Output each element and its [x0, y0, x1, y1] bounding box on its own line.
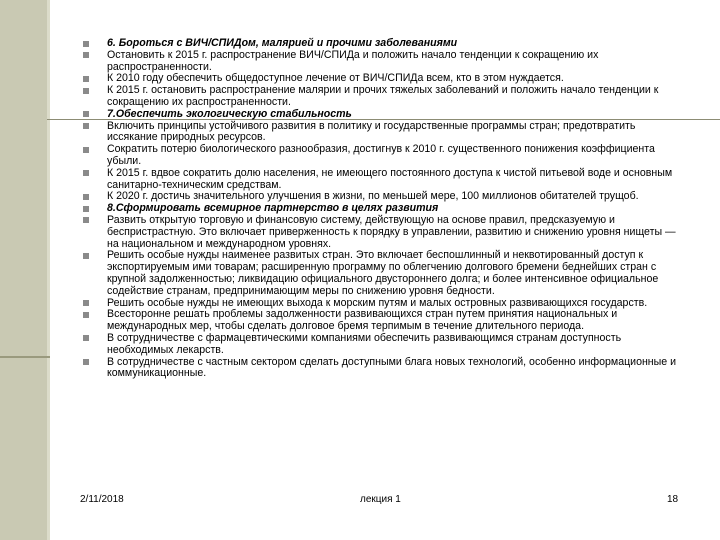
square-bullet-icon — [83, 147, 89, 153]
list-item — [82, 50, 682, 74]
footer-date: 2/11/2018 — [80, 494, 124, 505]
list-item — [82, 121, 682, 145]
footer-page-number: 18 — [667, 494, 679, 505]
square-bullet-icon — [83, 335, 89, 341]
square-bullet-icon — [83, 194, 89, 200]
list-item-text: В сотрудничестве с фармацевтическими компаниями обеспечить развивающимся странам доступность необходимых лекарств. — [107, 331, 622, 356]
list-item-text: В сотрудничестве с частным сектором сделать доступными блага новых технологий, особенно информационные и коммуникационные. — [107, 355, 677, 380]
list-item — [82, 85, 682, 109]
list-item — [82, 333, 682, 357]
list-item-text: Всесторонне решать проблемы задолженности развивающихся стран путем принятия национальных и международных мер, чтобы сделать долговое бремя терпимым в течение длительного периода. — [107, 308, 618, 333]
square-bullet-icon — [83, 359, 89, 365]
list-item-text: К 2020 г. достичь значительного улучшения в жизни, по меньшей мере, 100 миллионов обитателей трущоб. — [107, 190, 639, 203]
list-item-text: Включить принципы устойчивого развития в политику и государственные программы стран; предотвратить иссякание природных ресурсов. — [107, 119, 636, 144]
left-bar-divider — [0, 356, 50, 358]
list-item-text: К 2015 г. остановить распространение малярии и прочих тяжелых заболеваний и положить начало тенденции к сокращению их распространенности. — [107, 84, 659, 108]
footer-lecture: лекция 1 — [360, 494, 401, 505]
list-item-text: Остановить к 2015 г. распространение ВИЧ/СПИДа и положить начало тенденции к сокращению их распространенности. — [107, 48, 599, 73]
square-bullet-icon — [83, 253, 89, 259]
square-bullet-icon — [83, 111, 89, 117]
square-bullet-icon — [83, 217, 89, 223]
square-bullet-icon — [83, 312, 89, 318]
list-item — [82, 168, 682, 192]
bullet-list — [82, 38, 682, 380]
left-bar-edge — [47, 0, 50, 540]
list-item-text: 6. Бороться с ВИЧ/СПИДом, малярией и прочими заболеваниями — [107, 37, 458, 49]
list-item-text: Развить открытую торговую и финансовую систему, действующую на основе правил, предсказуемую и беспристрастную. Это включает приверженность к порядку в управлении, развитию и снижению уровня нищеты — на национальном и международном уровнях. — [107, 213, 676, 250]
list-item-text: Сократить потерю биологического разнообразия, достигнув к 2010 г. существенного понижения коэффициента убыли. — [107, 143, 655, 167]
square-bullet-icon — [83, 52, 89, 58]
square-bullet-icon — [83, 76, 89, 82]
list-item-text: 7.Обеспечить экологическую стабильность — [107, 107, 352, 120]
list-item — [82, 144, 682, 168]
left-decorative-bar — [0, 0, 47, 540]
list-item-text: 8.Сформировать всемирное партнерство в целях развития — [107, 202, 439, 215]
list-item — [82, 309, 682, 333]
square-bullet-icon — [83, 206, 89, 212]
square-bullet-icon — [83, 123, 89, 129]
list-item-text: Решить особые нужды не имеющих выхода к морским путям и малых островных развивающихся государств. — [107, 296, 648, 309]
list-item-text: К 2015 г. вдвое сократить долю населения, не имеющего постоянного доступа к чистой питьевой воде и основным санитарно-техническим средствам. — [107, 166, 673, 191]
list-item — [82, 250, 682, 297]
list-item — [82, 215, 682, 250]
square-bullet-icon — [83, 88, 89, 94]
list-item-text: Решить особые нужды наименее развитых стран. Это включает беспошлинный и неквотированный доступ к экспортируемым ими товарам; расширенную программу по облегчению долгового бремени беднейших стран с крупной задолженностью; ликвидацию официального двустороннего долга; и более интенсивное официальное содействие странам, предпринимающим меры по снижению уровня бедности. — [107, 249, 659, 297]
square-bullet-icon — [83, 300, 89, 306]
list-item-text: К 2010 году обеспечить общедоступное лечение от ВИЧ/СПИДа всем, кто в этом нуждается. — [107, 72, 564, 85]
square-bullet-icon — [83, 41, 89, 47]
list-item — [82, 357, 682, 381]
square-bullet-icon — [83, 170, 89, 176]
